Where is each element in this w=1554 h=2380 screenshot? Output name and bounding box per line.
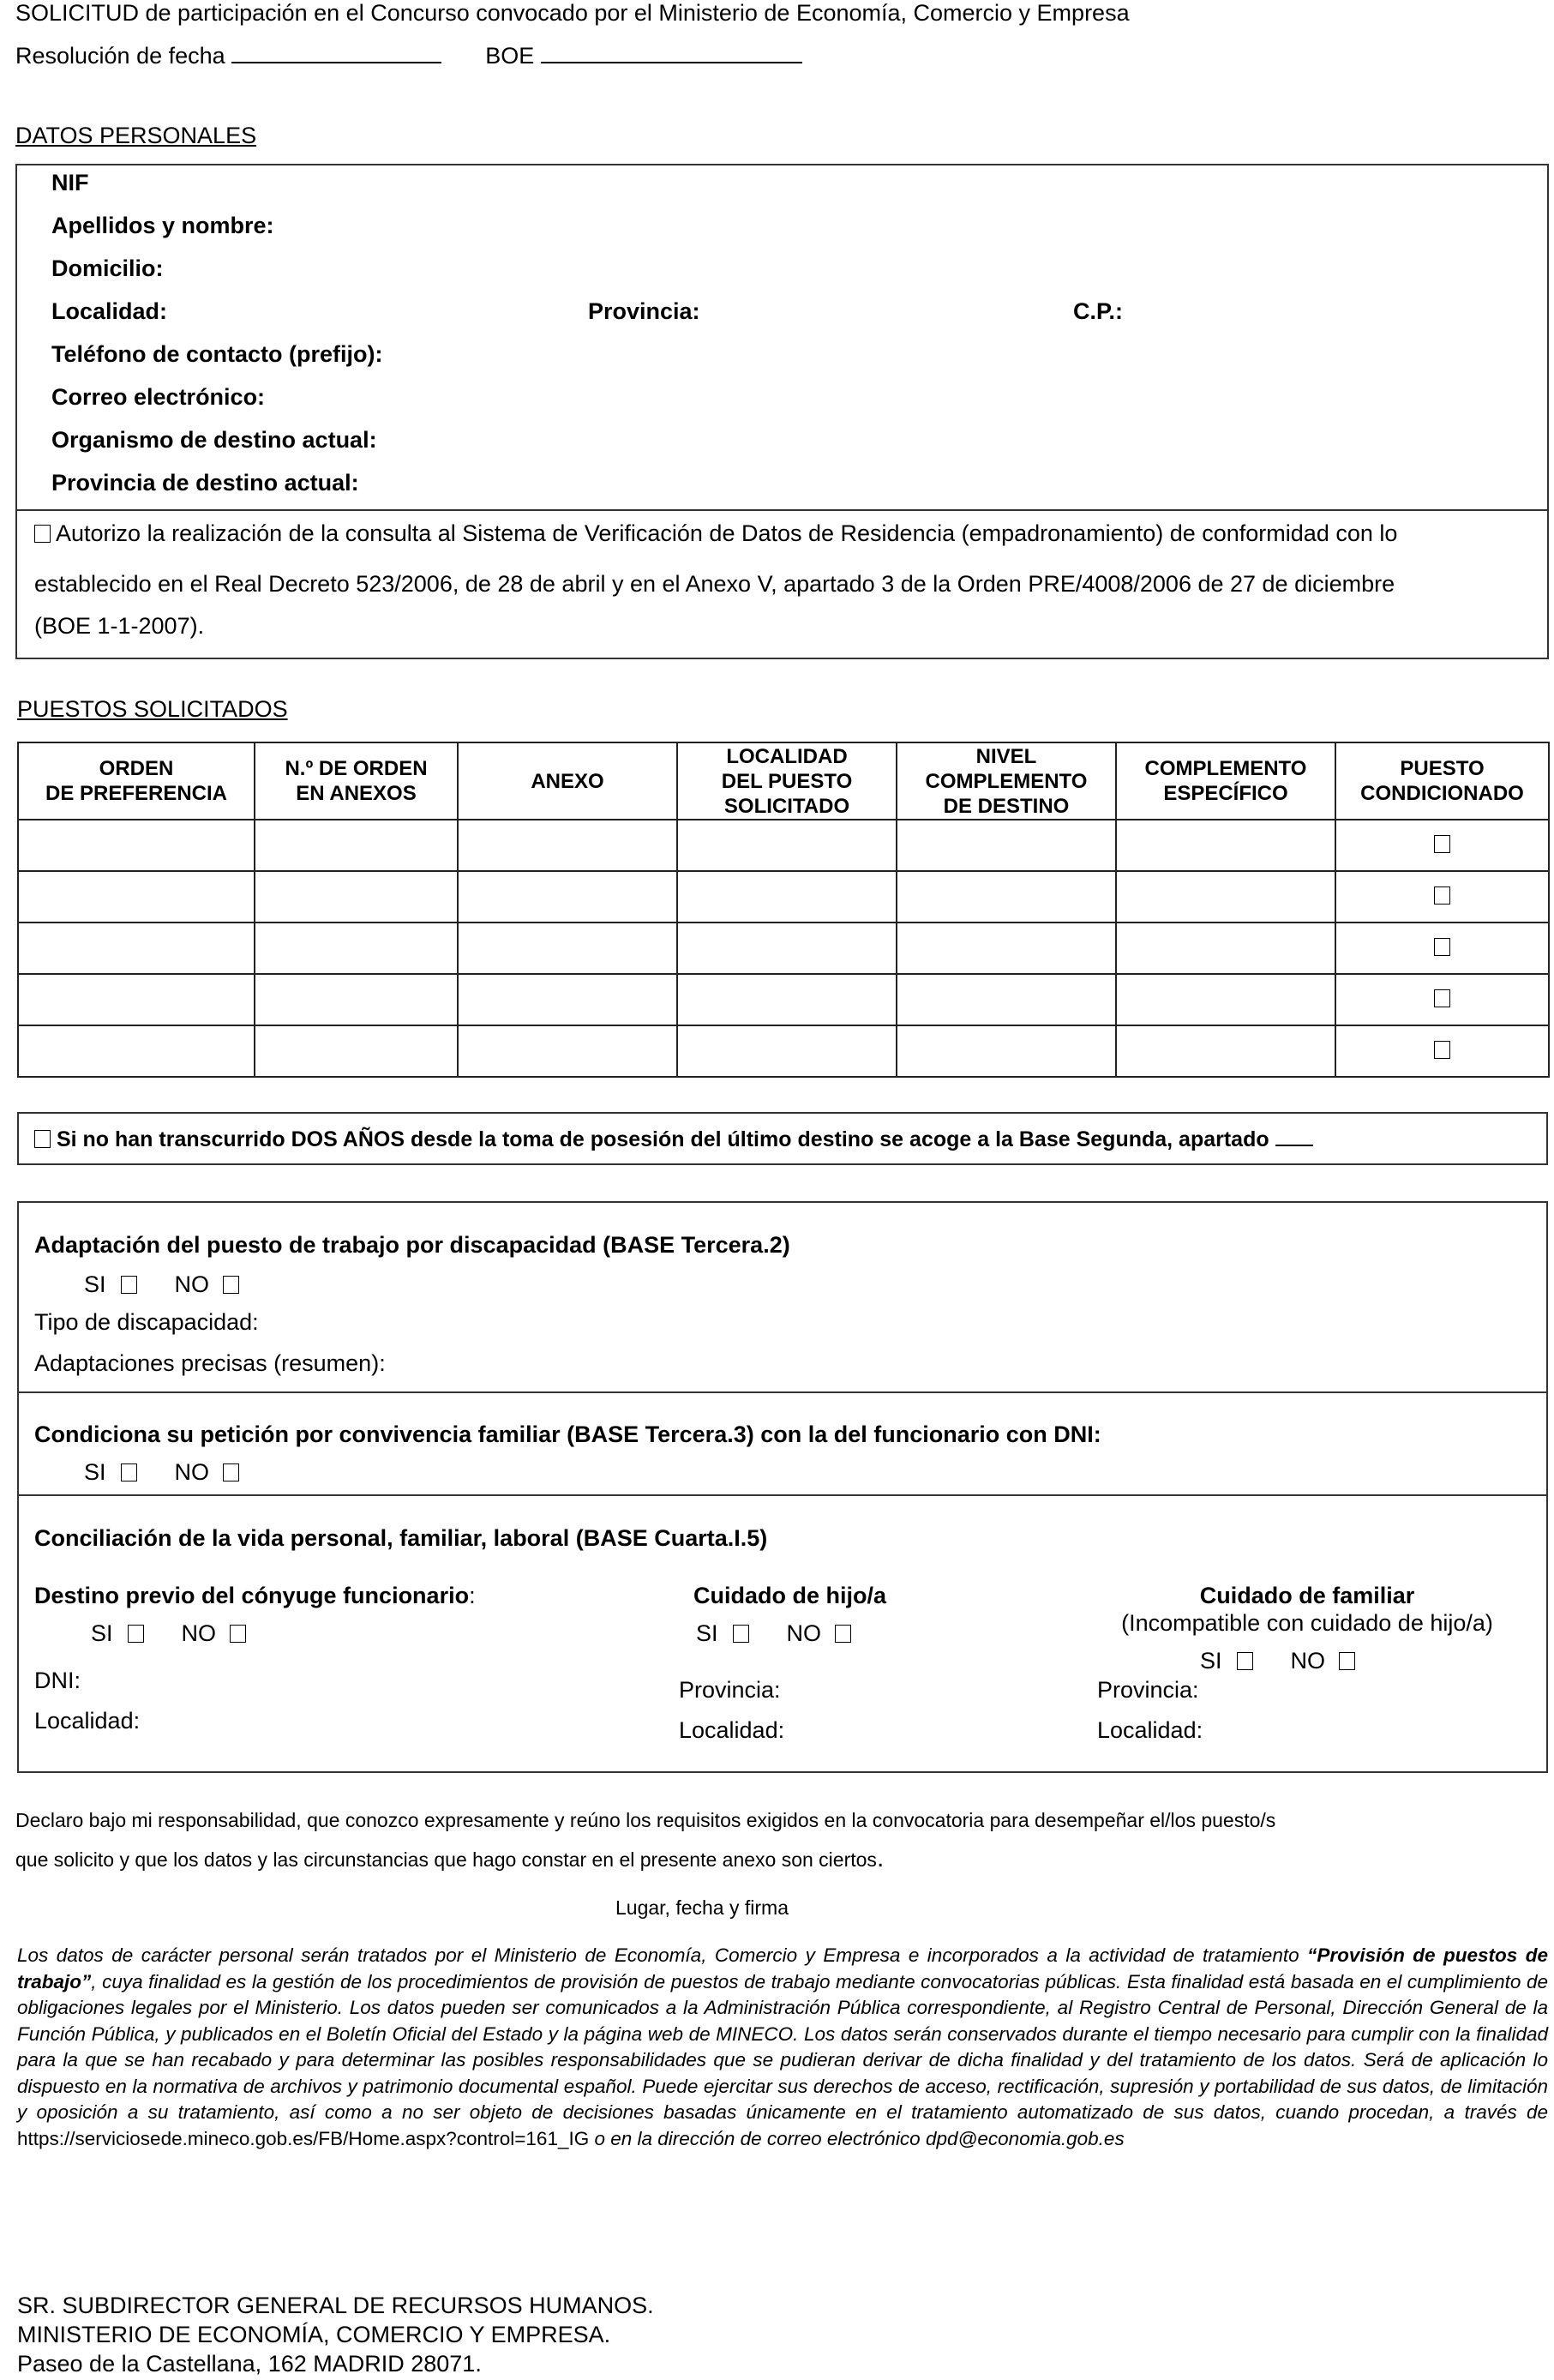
cell-orden[interactable] (18, 820, 255, 871)
cell-localidad[interactable] (677, 871, 897, 923)
conciliacion-box (17, 1494, 1548, 1773)
cell-condicionado (1335, 1025, 1549, 1077)
addressee-block (17, 2291, 654, 2378)
col-header-orden: ORDEN DE PREFERENCIA (18, 742, 255, 820)
cell-orden[interactable] (18, 871, 255, 923)
adaptacion-box (17, 1201, 1548, 1393)
conyuge-no-checkbox[interactable] (230, 1625, 246, 1643)
puestos-table (17, 742, 1550, 1078)
resolucion-line (15, 43, 802, 69)
correo-field[interactable]: Correo electrónico: (51, 384, 266, 410)
col-header-n-orden: N.º DE ORDEN EN ANEXOS (255, 742, 458, 820)
adaptacion-si-no: SI NO (84, 1271, 239, 1298)
condiciona-box (17, 1391, 1548, 1496)
col-header-complemento: COMPLEMENTO ESPECÍFICO (1116, 742, 1335, 820)
dos-anos-checkbox[interactable] (34, 1130, 51, 1148)
cell-localidad[interactable] (677, 974, 897, 1025)
domicilio-field[interactable]: Domicilio: (51, 255, 164, 281)
form-title: SOLICITUD de participación en el Concurso convocado por el Ministerio de Economía, Comercio y Empresa (15, 0, 1130, 26)
organismo-field[interactable]: Organismo de destino actual: (51, 427, 377, 453)
col-header-condicionado: PUESTO CONDICIONADO (1335, 742, 1549, 820)
lugar-fecha-firma[interactable]: Lugar, fecha y firma (615, 1896, 789, 1919)
provincia-destino-field[interactable]: Provincia de destino actual: (51, 470, 359, 496)
cell-orden[interactable] (18, 923, 255, 974)
sede-link[interactable]: https://serviciosede.mineco.gob.es/FB/Home.aspx?control=161_IG (17, 2127, 590, 2149)
provincia-field[interactable]: Provincia: (588, 298, 700, 324)
declaracion-line-2: que solicito y que los datos y las circunstancias que hago constar en el presente anexo son ciertos. (15, 1844, 885, 1872)
col-header-localidad: LOCALIDAD DEL PUESTO SOLICITADO (677, 742, 897, 820)
resolucion-date-field[interactable] (231, 43, 441, 63)
familiar-localidad-field[interactable]: Localidad: (1097, 1717, 1203, 1743)
dos-anos-text: Si no han transcurrido DOS AÑOS desde la toma de posesión del último destino se acoge a la Base Segunda, apartado (56, 1127, 1269, 1151)
cell-n-orden[interactable] (255, 1025, 458, 1077)
cell-anexo[interactable] (458, 923, 677, 974)
cp-field[interactable]: C.P.: (1073, 298, 1124, 324)
cell-n-orden[interactable] (255, 820, 458, 871)
familiar-subtitle: (Incompatible con cuidado de hijo/a) (1121, 1610, 1493, 1636)
cell-localidad[interactable] (677, 820, 897, 871)
cell-complemento[interactable] (1116, 974, 1335, 1025)
dos-anos-box (17, 1112, 1548, 1165)
autorizo-line-3: (BOE 1-1-2007). (34, 613, 205, 639)
cell-complemento[interactable] (1116, 1025, 1335, 1077)
cell-n-orden[interactable] (255, 871, 458, 923)
cell-condicionado (1335, 871, 1549, 923)
dos-anos-line (34, 1127, 1313, 1152)
cell-anexo[interactable] (458, 974, 677, 1025)
condiciona-si-no: SI NO (84, 1459, 239, 1486)
conyuge-dni-field[interactable]: DNI: (34, 1668, 81, 1693)
section-title-puestos: PUESTOS SOLICITADOS (17, 696, 288, 722)
addressee-line-1: SR. SUBDIRECTOR GENERAL DE RECURSOS HUMANOS. (17, 2293, 654, 2318)
nif-field[interactable]: NIF (51, 170, 89, 195)
apartado-field[interactable] (1275, 1129, 1313, 1146)
cell-anexo[interactable] (458, 820, 677, 871)
autorizo-line-1: Autorizo la realización de la consulta al Sistema de Verificación de Datos de Residencia (empadronamiento) de conformidad con lo (34, 520, 1397, 547)
autorizo-line-2: establecido en el Real Decreto 523/2006, de 28 de abril y en el Anexo V, apartado 3 de la Orden PRE/4008/2006 de 27 de diciembre (34, 571, 1395, 597)
addressee-line-2: MINISTERIO DE ECONOMÍA, COMERCIO Y EMPRESA. (17, 2322, 611, 2347)
cell-orden[interactable] (18, 1025, 255, 1077)
cell-complemento[interactable] (1116, 820, 1335, 871)
conciliacion-title: Conciliación de la vida personal, familiar, laboral (BASE Cuarta.I.5) (34, 1525, 768, 1551)
conyuge-title: Destino previo del cónyuge funcionario: (34, 1583, 476, 1608)
adaptacion-si-checkbox[interactable] (121, 1276, 137, 1294)
cell-nivel[interactable] (897, 871, 1116, 923)
cell-nivel[interactable] (897, 1025, 1116, 1077)
autorizo-checkbox[interactable] (34, 525, 51, 543)
table-row (18, 1025, 1549, 1077)
cell-localidad[interactable] (677, 1025, 897, 1077)
cell-condicionado (1335, 820, 1549, 871)
resolucion-label: Resolución de fecha (15, 43, 225, 69)
condicionado-checkbox[interactable] (1434, 989, 1450, 1007)
cell-n-orden[interactable] (255, 923, 458, 974)
hijo-si-checkbox[interactable] (733, 1625, 749, 1643)
cell-condicionado (1335, 923, 1549, 974)
cell-n-orden[interactable] (255, 974, 458, 1025)
autorizo-box (15, 509, 1549, 659)
hijo-localidad-field[interactable]: Localidad: (679, 1717, 785, 1743)
condiciona-no-checkbox[interactable] (223, 1463, 239, 1481)
cell-anexo[interactable] (458, 871, 677, 923)
cell-nivel[interactable] (897, 974, 1116, 1025)
table-row (18, 974, 1549, 1025)
hijo-no-checkbox[interactable] (835, 1625, 851, 1643)
personal-data-box (15, 164, 1549, 511)
col-header-nivel: NIVEL COMPLEMENTO DE DESTINO (897, 742, 1116, 820)
hijo-provincia-field[interactable]: Provincia: (679, 1677, 781, 1703)
cell-nivel[interactable] (897, 923, 1116, 974)
condicionado-checkbox[interactable] (1434, 938, 1450, 956)
boe-field[interactable] (541, 43, 802, 63)
cell-complemento[interactable] (1116, 871, 1335, 923)
condiciona-title: Condiciona su petición por convivencia familiar (BASE Tercera.3) con la del funcionario con DNI: (34, 1421, 1101, 1447)
condiciona-si-checkbox[interactable] (121, 1463, 137, 1481)
adaptacion-no-checkbox[interactable] (223, 1276, 239, 1294)
familiar-si-no: SI NO (1200, 1648, 1355, 1674)
declaracion-line-1: Declaro bajo mi responsabilidad, que conozco expresamente y reúno los requisitos exigidos en la convocatoria para desempeñar el/los puesto/s (15, 1809, 1276, 1831)
familiar-provincia-field[interactable]: Provincia: (1097, 1677, 1199, 1703)
table-row (18, 820, 1549, 871)
condicionado-checkbox[interactable] (1434, 1041, 1450, 1059)
col-header-anexo: ANEXO (458, 742, 677, 820)
table-row (18, 923, 1549, 974)
cell-localidad[interactable] (677, 923, 897, 974)
telefono-field[interactable]: Teléfono de contacto (prefijo): (51, 341, 383, 367)
familiar-title: Cuidado de familiar (1199, 1583, 1415, 1608)
apellidos-field[interactable]: Apellidos y nombre: (51, 213, 274, 238)
familiar-si-checkbox[interactable] (1237, 1652, 1253, 1670)
hijo-title: Cuidado de hijo/a (693, 1583, 887, 1608)
condicionado-checkbox[interactable] (1434, 835, 1450, 853)
cell-condicionado (1335, 974, 1549, 1025)
section-title-datos-personales: DATOS PERSONALES (15, 123, 257, 148)
cell-complemento[interactable] (1116, 923, 1335, 974)
conyuge-si-no: SI NO (91, 1620, 246, 1647)
conyuge-si-checkbox[interactable] (128, 1625, 144, 1643)
cell-orden[interactable] (18, 974, 255, 1025)
cell-anexo[interactable] (458, 1025, 677, 1077)
adaptaciones-field[interactable]: Adaptaciones precisas (resumen): (34, 1350, 386, 1376)
condicionado-checkbox[interactable] (1434, 886, 1450, 905)
table-row (18, 871, 1549, 923)
addressee-line-3: Paseo de la Castellana, 162 MADRID 28071. (17, 2351, 482, 2377)
conyuge-localidad-field[interactable]: Localidad: (34, 1708, 141, 1734)
hijo-si-no: SI NO (696, 1620, 851, 1647)
cell-nivel[interactable] (897, 820, 1116, 871)
data-protection-notice: Los datos de carácter personal serán tratados por el Ministerio de Economía, Comercio y Empresa e incorporados a la actividad de tratamiento “Provisión de puestos de trabajo”, cuya finalidad es la gestión de los procedimientos de provisión de puestos de trabajo mediante convocatorias públicas. Esta finalidad está basada en el cumplimiento de obligaciones legales por el Ministerio. Los datos pueden ser comunicados a la Administración Pública correspondiente, al Registro Central de Personal, Dirección General de la Función Pública, y publicados en el Boletín Oficial del Estado y la página web de MINECO. Los datos serán conservados durante el tiempo necesario para cumplir con la finalidad para la que se han recabado y para determinar las posibles responsabilidades que se pudieran derivar de dicha finalidad y del tratamiento de los datos. Será de aplicación lo dispuesto en la normativa de archivos y patrimonio documental español. Puede ejercitar sus derechos de acceso, rectificación, supresión y portabilidad de sus datos, de limitación y oposición a su tratamiento, así como a no ser objeto de decisiones basadas únicamente en el tratamiento automatizado de sus datos, cuando procedan, a través de https://serviciosede.mineco.gob.es/FB/Home.aspx?control=161_IG o en la dirección de correo electrónico dpd@economia.gob.es (17, 1944, 1548, 2149)
adaptacion-title: Adaptación del puesto de trabajo por discapacidad (BASE Tercera.2) (34, 1232, 790, 1258)
localidad-field[interactable]: Localidad: (51, 298, 168, 324)
table-header-row (18, 742, 1549, 820)
boe-label: BOE (485, 43, 535, 69)
tipo-discapacidad-field[interactable]: Tipo de discapacidad: (34, 1309, 259, 1335)
familiar-no-checkbox[interactable] (1339, 1652, 1355, 1670)
